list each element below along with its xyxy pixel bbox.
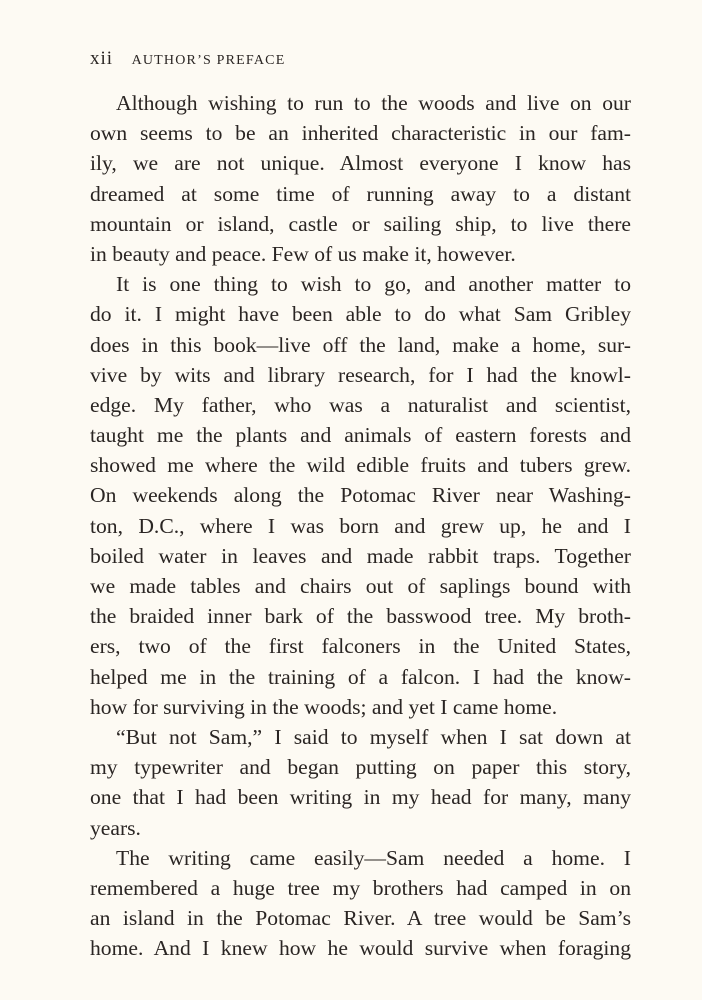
text-line: ton, D.C., where I was born and grew up, he and I — [90, 513, 631, 538]
text-line: how for surviving in the woods; and yet I came home. — [90, 694, 558, 719]
text-line: we made tables and chairs out of saplings bound with — [90, 574, 631, 598]
text-line: “But not Sam,” I said to myself when I sat down at — [116, 724, 631, 749]
text-line: an island in the Potomac River. A tree would be Sam’s — [90, 906, 631, 931]
text-line: helped me in the training of a falcon. I had the know- — [90, 664, 631, 689]
text-line: boiled water in leaves and made rabbit traps. Together — [90, 543, 631, 568]
paragraph — [90, 843, 631, 964]
paragraph — [90, 88, 631, 269]
text-line: ily, we are not unique. Almost everyone I know has — [90, 151, 631, 176]
text-line: in beauty and peace. Few of us make it, however. — [90, 241, 516, 266]
text-line: On weekends along the Potomac River near Washing- — [90, 483, 631, 508]
text-line: one that I had been writing in my head for many, many — [90, 785, 631, 810]
text-line: Although wishing to run to the woods and live on our — [116, 91, 631, 115]
text-line: own seems to be an inherited characteristic in our fam- — [90, 121, 631, 146]
paragraph — [90, 269, 631, 722]
text-line: edge. My father, who was a naturalist and scientist, — [90, 392, 631, 417]
text-line: the braided inner bark of the basswood tree. My broth- — [90, 604, 631, 629]
text-line: The writing came easily—Sam needed a home. I — [116, 845, 631, 870]
text-line: mountain or island, castle or sailing ship, to live there — [90, 211, 631, 236]
text-line: ers, two of the first falconers in the United States, — [90, 634, 631, 659]
body-text — [90, 88, 631, 963]
text-line: do it. I might have been able to do what Sam Gribley — [90, 302, 631, 327]
paragraph — [90, 722, 631, 843]
running-head-title: AUTHOR’S PREFACE — [131, 53, 286, 68]
page-number: xii — [90, 48, 114, 69]
text-line: vive by wits and library research, for I had the knowl- — [90, 362, 631, 387]
text-line: my typewriter and began putting on paper this story, — [90, 755, 631, 780]
text-line: home. And I knew how he would survive when foraging — [90, 936, 631, 961]
text-line: dreamed at some time of running away to a distant — [90, 181, 631, 206]
text-line: does in this book—live off the land, make a home, sur- — [90, 332, 631, 357]
text-line: It is one thing to wish to go, and another matter to — [116, 272, 631, 297]
text-line: taught me the plants and animals of eastern forests and — [90, 423, 631, 448]
running-head — [90, 48, 285, 70]
text-line: showed me where the wild edible fruits and tubers grew. — [90, 453, 631, 478]
text-line: years. — [90, 815, 141, 840]
text-line: remembered a huge tree my brothers had camped in on — [90, 875, 631, 900]
